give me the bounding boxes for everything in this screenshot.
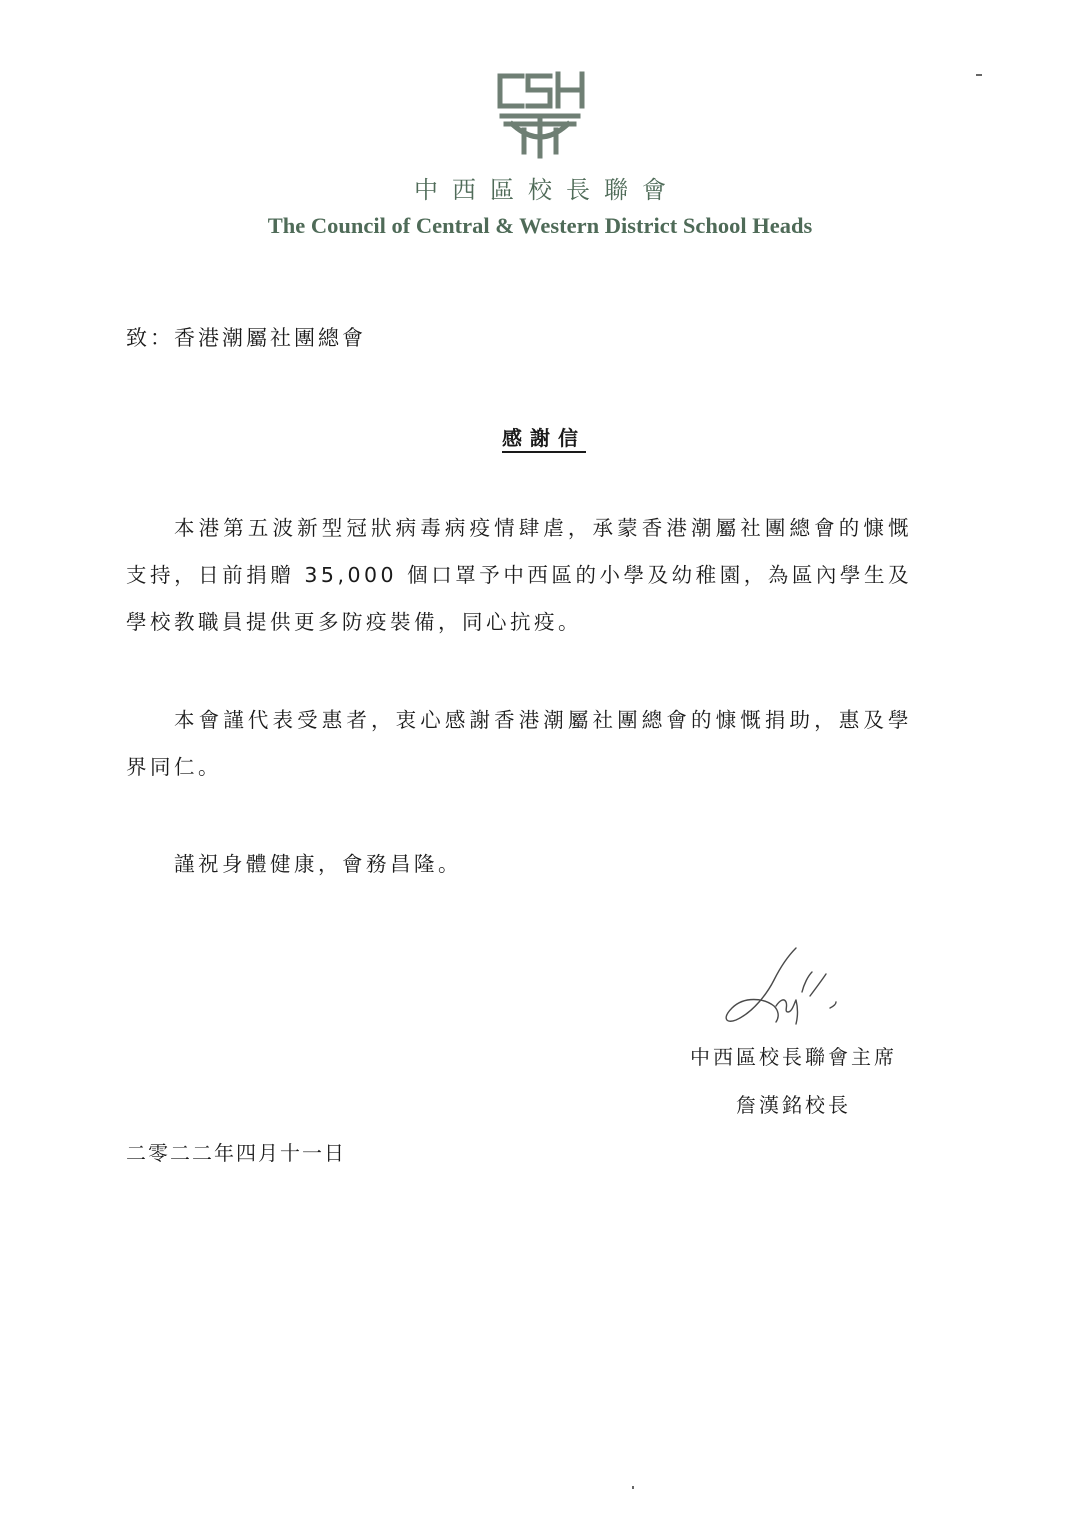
recipient-line: 致：香港潮屬社團總會 (126, 326, 366, 350)
letter-date: 二零二二年四月十一日 (126, 1141, 346, 1165)
closing-wishes: 謹祝身體健康，會務昌隆。 (174, 852, 462, 876)
letterhead (0, 68, 1080, 239)
body-paragraph: 本港第五波新型冠狀病毒病疫情肆虐，承蒙香港潮屬社團總會的慷慨支持，日前捐贈 35,000 個口罩予中西區的小學及幼稚園，為區內學生及學校教職員提供更多防疫裝備，同心抗疫。 (126, 516, 912, 634)
signature-icon (718, 936, 868, 1028)
signer-title: 中西區校長聯會主席 (690, 1045, 897, 1069)
signer-name: 詹漢銘校長 (736, 1093, 851, 1117)
org-name-zh: 中西區校長聯會 (414, 176, 680, 204)
body-paragraph: 本會謹代表受惠者，衷心感謝香港潮屬社團總會的慷慨捐助，惠及學界同仁。 (126, 708, 912, 779)
scan-speck (976, 74, 982, 76)
org-name-en: The Council of Central & Western District School Heads (267, 213, 813, 238)
letter-title (0, 422, 1080, 451)
scan-speck (632, 1486, 634, 1489)
csh-logo-icon (492, 68, 588, 160)
letter-title-text: 感謝信 (502, 426, 586, 450)
